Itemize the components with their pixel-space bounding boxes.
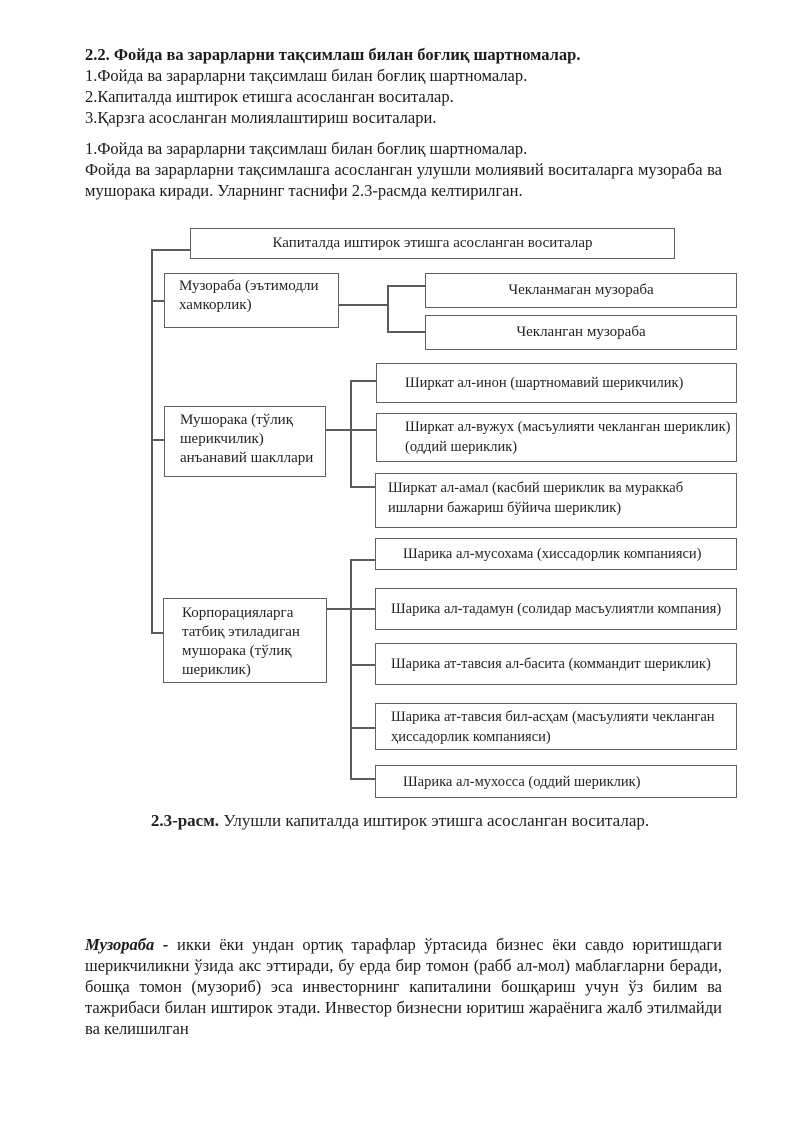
connector-line: [351, 486, 375, 488]
definition-body: икки ёки ундан ортиқ тарафлар ўртасида бизнес ёки савдо юритишдаги шерикчиликни ўзида акс эттиради, бу ерда бир томон (рабб ал-мол) маблағларни беради, бошқа томон (музориб) эса инвесторнинг капиталини бошқариш учун ўз билим ва тажрибаси билан иштирок этади. Инвестор бизнесни юритиш жараёнига жалб этилмайди ва келишилган: [85, 935, 722, 1038]
intro-text-block: [85, 44, 722, 201]
connector-branch: [350, 380, 352, 488]
figure-caption-number: 2.3-расм.: [150, 811, 220, 830]
list-item: 2.Капиталда иштирок етишга асосланган воситалар.: [85, 87, 454, 106]
connector-branch: [387, 285, 389, 333]
figure-caption: [100, 806, 700, 836]
diagram-box-root: Капиталда иштирок этишга асосланган воситалар: [190, 228, 675, 259]
connector-line: [152, 632, 163, 634]
diagram-box-sharika-at-tavsiya-al-basita: Шарика ат-тавсия ал-басита (коммандит шериклик): [375, 643, 737, 685]
connector-line: [326, 429, 376, 431]
blank-line: [85, 128, 722, 138]
diagram-box-sharika-at-tavsiya-bil-asham: Шарика ат-тавсия бил-асҳам (масъулияти чекланган ҳиссадорлик компанияси): [375, 703, 737, 750]
connector-branch: [350, 559, 352, 780]
connector-line: [152, 439, 164, 441]
connector-line: [152, 300, 164, 302]
list-item: 1.Фойда ва зарарларни тақсимлаш билан боғлиқ шартномалар.: [85, 66, 528, 85]
diagram-box-cheklanmagan-muzoraba: Чекланмаган музораба: [425, 273, 737, 308]
connector-spine: [151, 249, 153, 634]
diagram-box-shirkat-al-vujuh: Ширкат ал-вужух (масъулияти чекланган шериклик) (оддий шериклик): [376, 413, 737, 462]
diagram-box-shirkat-al-inon: Ширкат ал-инон (шартномавий шерикчилик): [376, 363, 737, 403]
diagram-box-cheklangan-muzoraba: Чекланган музораба: [425, 315, 737, 350]
footer-text-block: [85, 934, 722, 1039]
muzoraba-definition-paragraph: [85, 934, 722, 1039]
list-item: 3.Қарзга асосланган молиялаштириш воситалари.: [85, 108, 437, 127]
connector-line: [388, 331, 425, 333]
connector-line: [327, 608, 375, 610]
connector-line: [388, 285, 425, 287]
definition-term: Музораба -: [85, 935, 169, 954]
connector-line: [351, 559, 375, 561]
diagram-box-korporatsiya-mushoraka: Корпорацияларга татбиқ этиладиган мушорака (тўлиқ шериклик): [163, 598, 327, 683]
section-heading: 2.2. Фойда ва зарарларни тақсимлаш билан боғлиқ шартномалар.: [85, 45, 581, 64]
subsection-line: 1.Фойда ва зарарларни тақсимлаш билан боғлиқ шартномалар.: [85, 139, 528, 158]
diagram-box-mushoraka: Мушорака (тўлиқ шерикчилик) анъанавий шакллари: [164, 406, 326, 477]
diagram-box-sharika-al-musohama: Шарика ал-мусохама (хиссадорлик компанияси): [375, 538, 737, 570]
connector-line: [351, 380, 376, 382]
diagram-box-muzoraba: Музораба (эътимодли хамкорлик): [164, 273, 339, 328]
intro-paragraph: Фойда ва зарарларни тақсимлашга асосланган улушли молиявий воситаларга музораба ва мушорака киради. Уларнинг таснифи 2.3-расмда келтирилган.: [85, 160, 722, 200]
connector-line: [339, 304, 388, 306]
figure-caption-text: Улушли капиталда иштирок этишга асосланган воситалар.: [219, 811, 650, 830]
diagram-box-sharika-al-muhossa: Шарика ал-мухосса (оддий шериклик): [375, 765, 737, 798]
diagram-box-sharika-al-tadamun: Шарика ал-тадамун (солидар масъулиятли компания): [375, 588, 737, 630]
connector-line: [351, 664, 375, 666]
connector-line: [351, 778, 375, 780]
diagram-box-shirkat-al-amal: Ширкат ал-амал (касбий шериклик ва мураккаб ишларни бажариш бўйича шериклик): [375, 473, 737, 528]
connector-line: [351, 727, 375, 729]
connector-line: [152, 249, 190, 251]
